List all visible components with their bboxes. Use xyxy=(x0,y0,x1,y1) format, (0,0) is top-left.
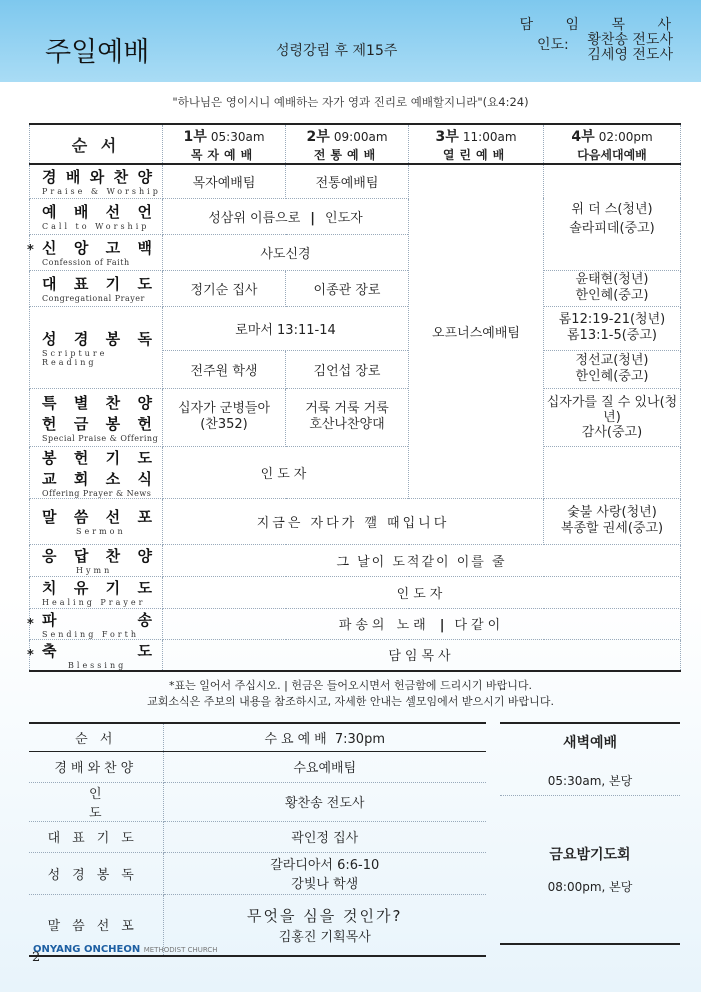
item-label: 응 답 찬 양 xyxy=(42,547,152,565)
cell: 십자가 군병들아 (찬352) xyxy=(163,388,286,446)
table-row xyxy=(30,544,681,576)
table-header-row xyxy=(30,124,681,164)
table-row xyxy=(30,306,681,350)
cell: 롬12:19-21(청년) 롬13:1-5(중고) xyxy=(544,306,681,350)
item-praise xyxy=(30,164,163,198)
item-english: Blessing xyxy=(68,660,127,670)
stand-marker: * xyxy=(27,242,34,258)
liturgical-season: 성령강림 후 제15주 xyxy=(276,43,398,59)
row-label: 말씀선포 xyxy=(29,894,163,956)
item-label: 치 유 기 도 xyxy=(42,579,152,597)
item-hymn xyxy=(30,544,163,576)
friday-prayer-title: 금요밤기도회 xyxy=(549,847,631,863)
item-english: Confession of Faith xyxy=(42,258,130,267)
church-logo-text: ONYANG ONCHEON METHODIST CHURCH xyxy=(33,944,218,955)
item-english: Praise & Worship xyxy=(42,187,161,197)
item-label: 말 씀 선 포 xyxy=(42,508,152,526)
service-1-header: 1부 05:30am 목자예배 xyxy=(163,124,286,164)
item-label: 봉 헌 기 도 xyxy=(42,448,152,467)
cell: 전주원 학생 xyxy=(163,350,286,388)
leader-label: 인도: xyxy=(537,37,569,53)
item-label: 대 표 기 도 xyxy=(42,275,152,293)
row-value: 수요예배팀 xyxy=(163,751,486,782)
row-label: 성경봉독 xyxy=(29,852,163,894)
row-label: 대표기도 xyxy=(29,821,163,852)
item-label: 교 회 소 식 xyxy=(42,469,152,488)
cell: 정기순 집사 xyxy=(163,270,286,306)
cell: 성삼위 이름으로 | 인도자 xyxy=(163,198,409,234)
cell: 정선교(청년) 한인혜(중고) xyxy=(544,350,681,388)
table-row xyxy=(29,852,486,894)
sunday-schedule-table xyxy=(29,123,681,672)
row-label: 경배와찬양 xyxy=(29,751,163,782)
item-english: Special Praise & Offering xyxy=(42,433,159,443)
item-confession xyxy=(27,234,163,270)
other-services-box xyxy=(500,722,680,945)
item-blessing xyxy=(27,639,163,671)
service-3-header: 3부 11:00am 열린예배 xyxy=(409,124,544,164)
cell: 인도자 xyxy=(163,576,681,608)
table-row xyxy=(30,446,681,498)
item-offering xyxy=(30,446,163,498)
leader-name: 황찬송 전도사 xyxy=(587,32,673,48)
dawn-service-title: 새벽예배 xyxy=(562,735,618,751)
pastor-block xyxy=(519,17,685,63)
table-row xyxy=(30,608,681,639)
cell: 김언섭 장로 xyxy=(286,350,409,388)
cell: 거룩 거룩 거룩 호산나찬양대 xyxy=(286,388,409,446)
cell: 그 날이 도적같이 이를 줄 xyxy=(163,544,681,576)
note-line: *표는 일어서 주십시오. | 헌금은 들어오시면서 헌금함에 드리시기 바랍니다. xyxy=(169,679,532,692)
item-label: 성 경 봉 독 xyxy=(42,329,152,348)
item-label: 신 앙 고 백 xyxy=(42,239,152,257)
row-value: 무엇을 심을 것인가? 김홍진 기획목사 xyxy=(163,894,486,956)
item-english: Sending Forth xyxy=(42,629,139,639)
cell xyxy=(544,446,681,498)
item-english: Sermon xyxy=(76,527,126,536)
pastor-label: 담 임 목 사 xyxy=(519,17,685,33)
sermon-title: 지금은 자다가 깰 때입니다 xyxy=(163,498,544,544)
item-label: 경 배 와 찬 양 xyxy=(42,168,152,187)
service-4-header: 4부 02:00pm 다음세대예배 xyxy=(544,124,681,164)
dawn-service-time: 05:30am, 본당 xyxy=(500,772,680,796)
row-value: 곽인정 집사 xyxy=(163,821,486,852)
notes xyxy=(0,678,701,710)
item-english: Scripture Reading xyxy=(42,348,108,367)
cell: 목자예배팀 xyxy=(163,164,286,198)
page-number: 2 xyxy=(32,950,41,965)
item-special xyxy=(30,388,163,446)
cell: 로마서 13:11-14 xyxy=(163,306,409,350)
table-row xyxy=(30,498,681,544)
table-row xyxy=(29,751,486,782)
service-3-team: 오프너스예배팀 xyxy=(409,164,544,498)
item-english: Offering Prayer & News xyxy=(42,488,152,498)
table-row xyxy=(30,576,681,608)
item-english: Hymn xyxy=(76,566,113,575)
order-header: 순 서 xyxy=(29,723,163,751)
cell: 전통예배팀 xyxy=(286,164,409,198)
cell: 숯불 사랑(청년) 복종할 권세(중고) xyxy=(544,498,681,544)
stand-marker: * xyxy=(27,647,34,663)
leader-name: 김세영 전도사 xyxy=(587,47,673,63)
cell: 십자가를 질 수 있나(청년) 감사(중고) xyxy=(544,388,681,446)
item-sending xyxy=(27,608,163,639)
row-value: 갈라디아서 6:6-10 강빛나 학생 xyxy=(163,852,486,894)
order-header: 순 서 xyxy=(30,124,163,164)
item-label: 특 별 찬 양 xyxy=(42,393,152,412)
row-label: 인도 xyxy=(29,782,163,821)
page-title: 주일예배 xyxy=(45,37,150,68)
table-row xyxy=(29,782,486,821)
item-sermon xyxy=(30,498,163,544)
cell: 인도자 xyxy=(163,446,409,498)
item-healing xyxy=(30,576,163,608)
stand-marker: * xyxy=(27,616,34,632)
wednesday-title: 수요예배 7:30pm xyxy=(163,723,486,751)
item-english: Congregational Prayer xyxy=(42,294,145,303)
cell: 이종관 장로 xyxy=(286,270,409,306)
cell: 파송의 노래 | 다같이 xyxy=(163,608,681,639)
item-label: 파 송 xyxy=(42,610,152,629)
cell: 사도신경 xyxy=(163,234,409,270)
item-scripture xyxy=(30,306,163,388)
service-4-praise-team: 위 더 스(청년) 솔라피데(중고) xyxy=(544,164,681,270)
item-prayer xyxy=(30,270,163,306)
item-call xyxy=(30,198,163,234)
note-line: 교회소식은 주보의 내용을 참조하시고, 자세한 안내는 셀모임에서 받으시기 바랍니다. xyxy=(147,695,554,708)
table-row xyxy=(30,164,681,198)
service-2-header: 2부 09:00am 전통예배 xyxy=(286,124,409,164)
theme-verse: "하나님은 영이시니 예배하는 자가 영과 진리로 예배할지니라"(요4:24) xyxy=(172,95,529,109)
item-english: Call to Worship xyxy=(42,222,150,231)
item-label: 헌 금 봉 헌 xyxy=(42,414,152,433)
table-row xyxy=(30,270,681,306)
table-row xyxy=(29,821,486,852)
table-row xyxy=(30,388,681,446)
wednesday-table xyxy=(29,722,486,957)
row-value: 황찬송 전도사 xyxy=(163,782,486,821)
table-header-row xyxy=(29,723,486,751)
table-row xyxy=(30,639,681,671)
item-label: 예 배 선 언 xyxy=(42,203,152,221)
item-english: Healing Prayer xyxy=(42,598,146,607)
cell: 담임목사 xyxy=(163,639,681,671)
item-label: 축 도 xyxy=(42,641,152,660)
cell: 윤태현(청년) 한인혜(중고) xyxy=(544,270,681,306)
friday-prayer-time: 08:00pm, 본당 xyxy=(547,880,633,894)
